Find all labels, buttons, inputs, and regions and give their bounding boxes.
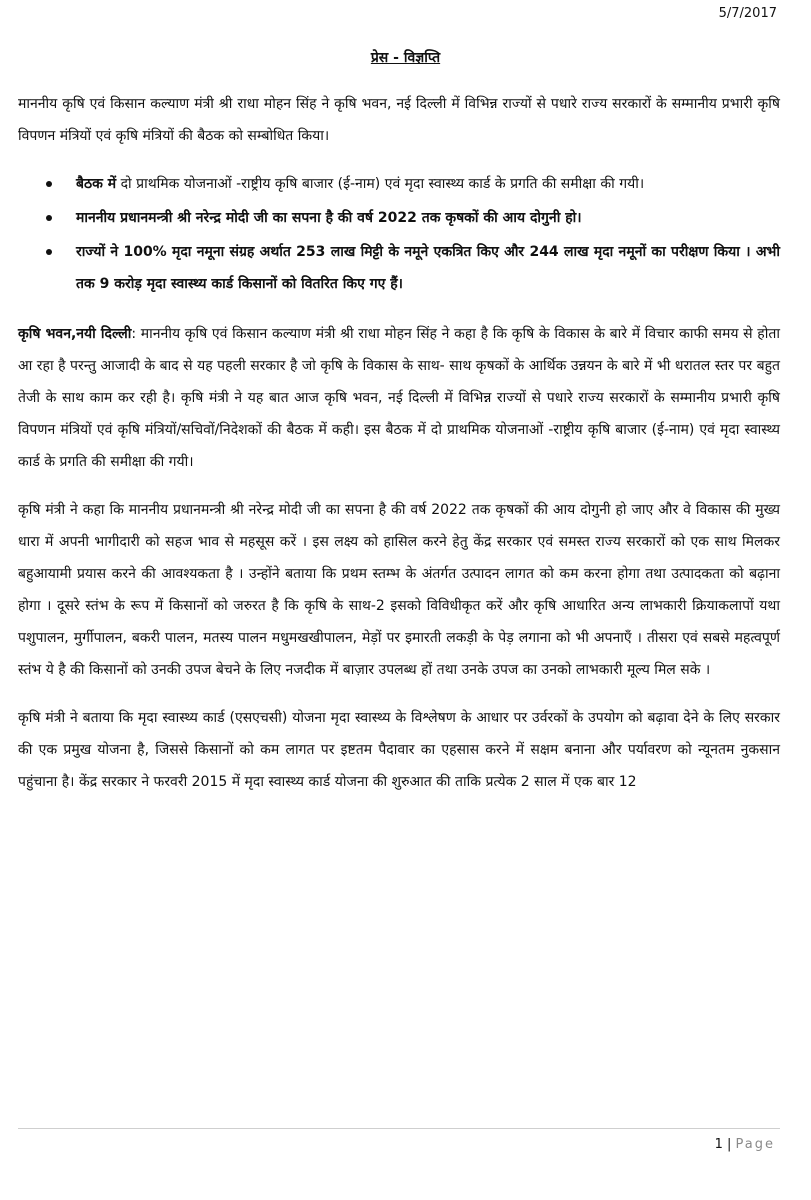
page-number: 1 (714, 1137, 723, 1152)
document-date: 5/7/2017 (718, 6, 777, 21)
body-paragraph-2: कृषि मंत्री ने कहा कि माननीय प्रधानमन्त्री श्री नरेन्द्र मोदी जी का सपना है की वर्ष 2022 तक कृषकों की आय दोगुनी हो जाए और वे विकास की मुख्य धारा में अपनी भागीदारी को सहज भाव से महसूस करें । इस लक्ष्य को हासिल करने हेतु केंद्र सरकार एवं समस्त राज्य सरकारों को एक साथ मिलकर बहुआयामी प्रयास करने की आवश्यकता है । उन्होंने बताया कि प्रथम स्तम्भ के अंतर्गत उत्पादन लागत को कम करना होगा तथा उत्पादकता को बढ़ाना होगा । दूसरे स्तंभ के रूप में किसानों को जरुरत है कि कृषि के साथ-2 इसको विविधीकृत करें और कृषि आधारित अन्य लाभकारी क्रियाकलापों यथा पशुपालन, मुर्गीपालन, बकरी पालन, मतस्य पालन मधुमखखीपालन, मेड़ों पर इमारती लकड़ी के पेड़ लगाना को भी अपनाएँ । तीसरा एवं सबसे महत्वपूर्ण स्तंभ ये है की किसानों को उनकी उपज बेचने के लिए नजदीक में बाज़ार उपलब्ध हों तथा उनके उपज का उनको लाभकारी मूल्य मिल सके । (18, 502, 780, 678)
page-label: Page (735, 1137, 775, 1152)
highlight-item-1 (76, 168, 780, 200)
highlight-item-2 (76, 202, 780, 234)
document-body (18, 88, 780, 814)
footer-divider (18, 1128, 780, 1129)
highlights-list (18, 168, 780, 300)
dateline: कृषि भवन,नयी दिल्ली (18, 326, 132, 342)
highlight-text: दो प्राथमिक योजनाओं -राष्ट्रीय कृषि बाजार (ई-नाम) एवं मृदा स्वास्थ्य कार्ड के प्रगति की समीक्षा की गयी। (116, 176, 645, 192)
body-paragraph-1 (18, 318, 780, 478)
highlight-item-3 (76, 236, 780, 300)
document-title: प्रेस - विज्ञप्ति (370, 50, 441, 66)
footer-separator: | (726, 1137, 732, 1152)
intro-paragraph: माननीय कृषि एवं किसान कल्याण मंत्री श्री राधा मोहन सिंह ने कृषि भवन, नई दिल्ली में विभिन्न राज्यों से पधारे राज्य सरकारों के सम्मानीय प्रभारी कृषि विपणन मंत्रियों एवं कृषि मंत्रियों की बैठक को सम्बोधित किया। (18, 96, 780, 144)
highlight-lead: बैठक में (76, 176, 117, 192)
bullet-icon (46, 249, 52, 255)
body-paragraph-3: कृषि मंत्री ने बताया कि मृदा स्वास्थ्य कार्ड (एसएचसी) योजना मृदा स्वास्थ्य के विश्लेषण के आधार पर उर्वरकों के उपयोग को बढ़ावा देने के लिए सरकार की एक प्रमुख योजना है, जिससे किसानों को कम लागत पर इष्टतम पैदावार का एहसास करने में सक्षम बनाना और पर्यावरण को न्यूनतम नुकसान पहुंचाना है। केंद्र सरकार ने फरवरी 2015 में मृदा स्वास्थ्य कार्ड योजना की शुरुआत की ताकि प्रत्येक 2 साल में एक बार 12 (18, 710, 780, 790)
bullet-icon (46, 181, 52, 187)
paragraph-text: : माननीय कृषि एवं किसान कल्याण मंत्री श्री राधा मोहन सिंह ने कहा है कि कृषि के विकास के बारे में विचार काफी समय से होता आ रहा है परन्तु आजादी के बाद से यह पहली सरकार है जो कृषि के विकास के साथ- साथ कृषकों के आर्थिक उन्नयन के बारे में भी धरातल स्तर पर बहुत तेजी के साथ काम कर रही है। कृषि मंत्री ने यह बात आज कृषि भवन, नई दिल्ली में विभिन्न राज्यों से पधारे राज्य सरकारों के सम्मानीय प्रभारी कृषि विपणन मंत्रियों एवं कृषि मंत्रियों/सचिवों/निदेशकों की बैठक में कही। इस बैठक में दो प्राथमिक योजनाओं -राष्ट्रीय कृषि बाजार (ई-नाम) एवं मृदा स्वास्थ्य कार्ड के प्रगति की समीक्षा की गयी। (18, 326, 780, 470)
highlight-text: राज्यों ने 100% मृदा नमूना संग्रह अर्थात 253 लाख मिट्टी के नमूने एकत्रित किए और 244 लाख मृदा नमूनों का परीक्षण किया । अभी तक 9 करोड़ मृदा स्वास्थ्य कार्ड किसानों को वितरित किए गए हैं। (76, 244, 780, 292)
page-footer (715, 1137, 775, 1152)
highlight-text: माननीय प्रधानमन्त्री श्री नरेन्द्र मोदी जी का सपना है की वर्ष 2022 तक कृषकों की आय दोगुनी हो। (76, 210, 582, 226)
bullet-icon (46, 215, 52, 221)
